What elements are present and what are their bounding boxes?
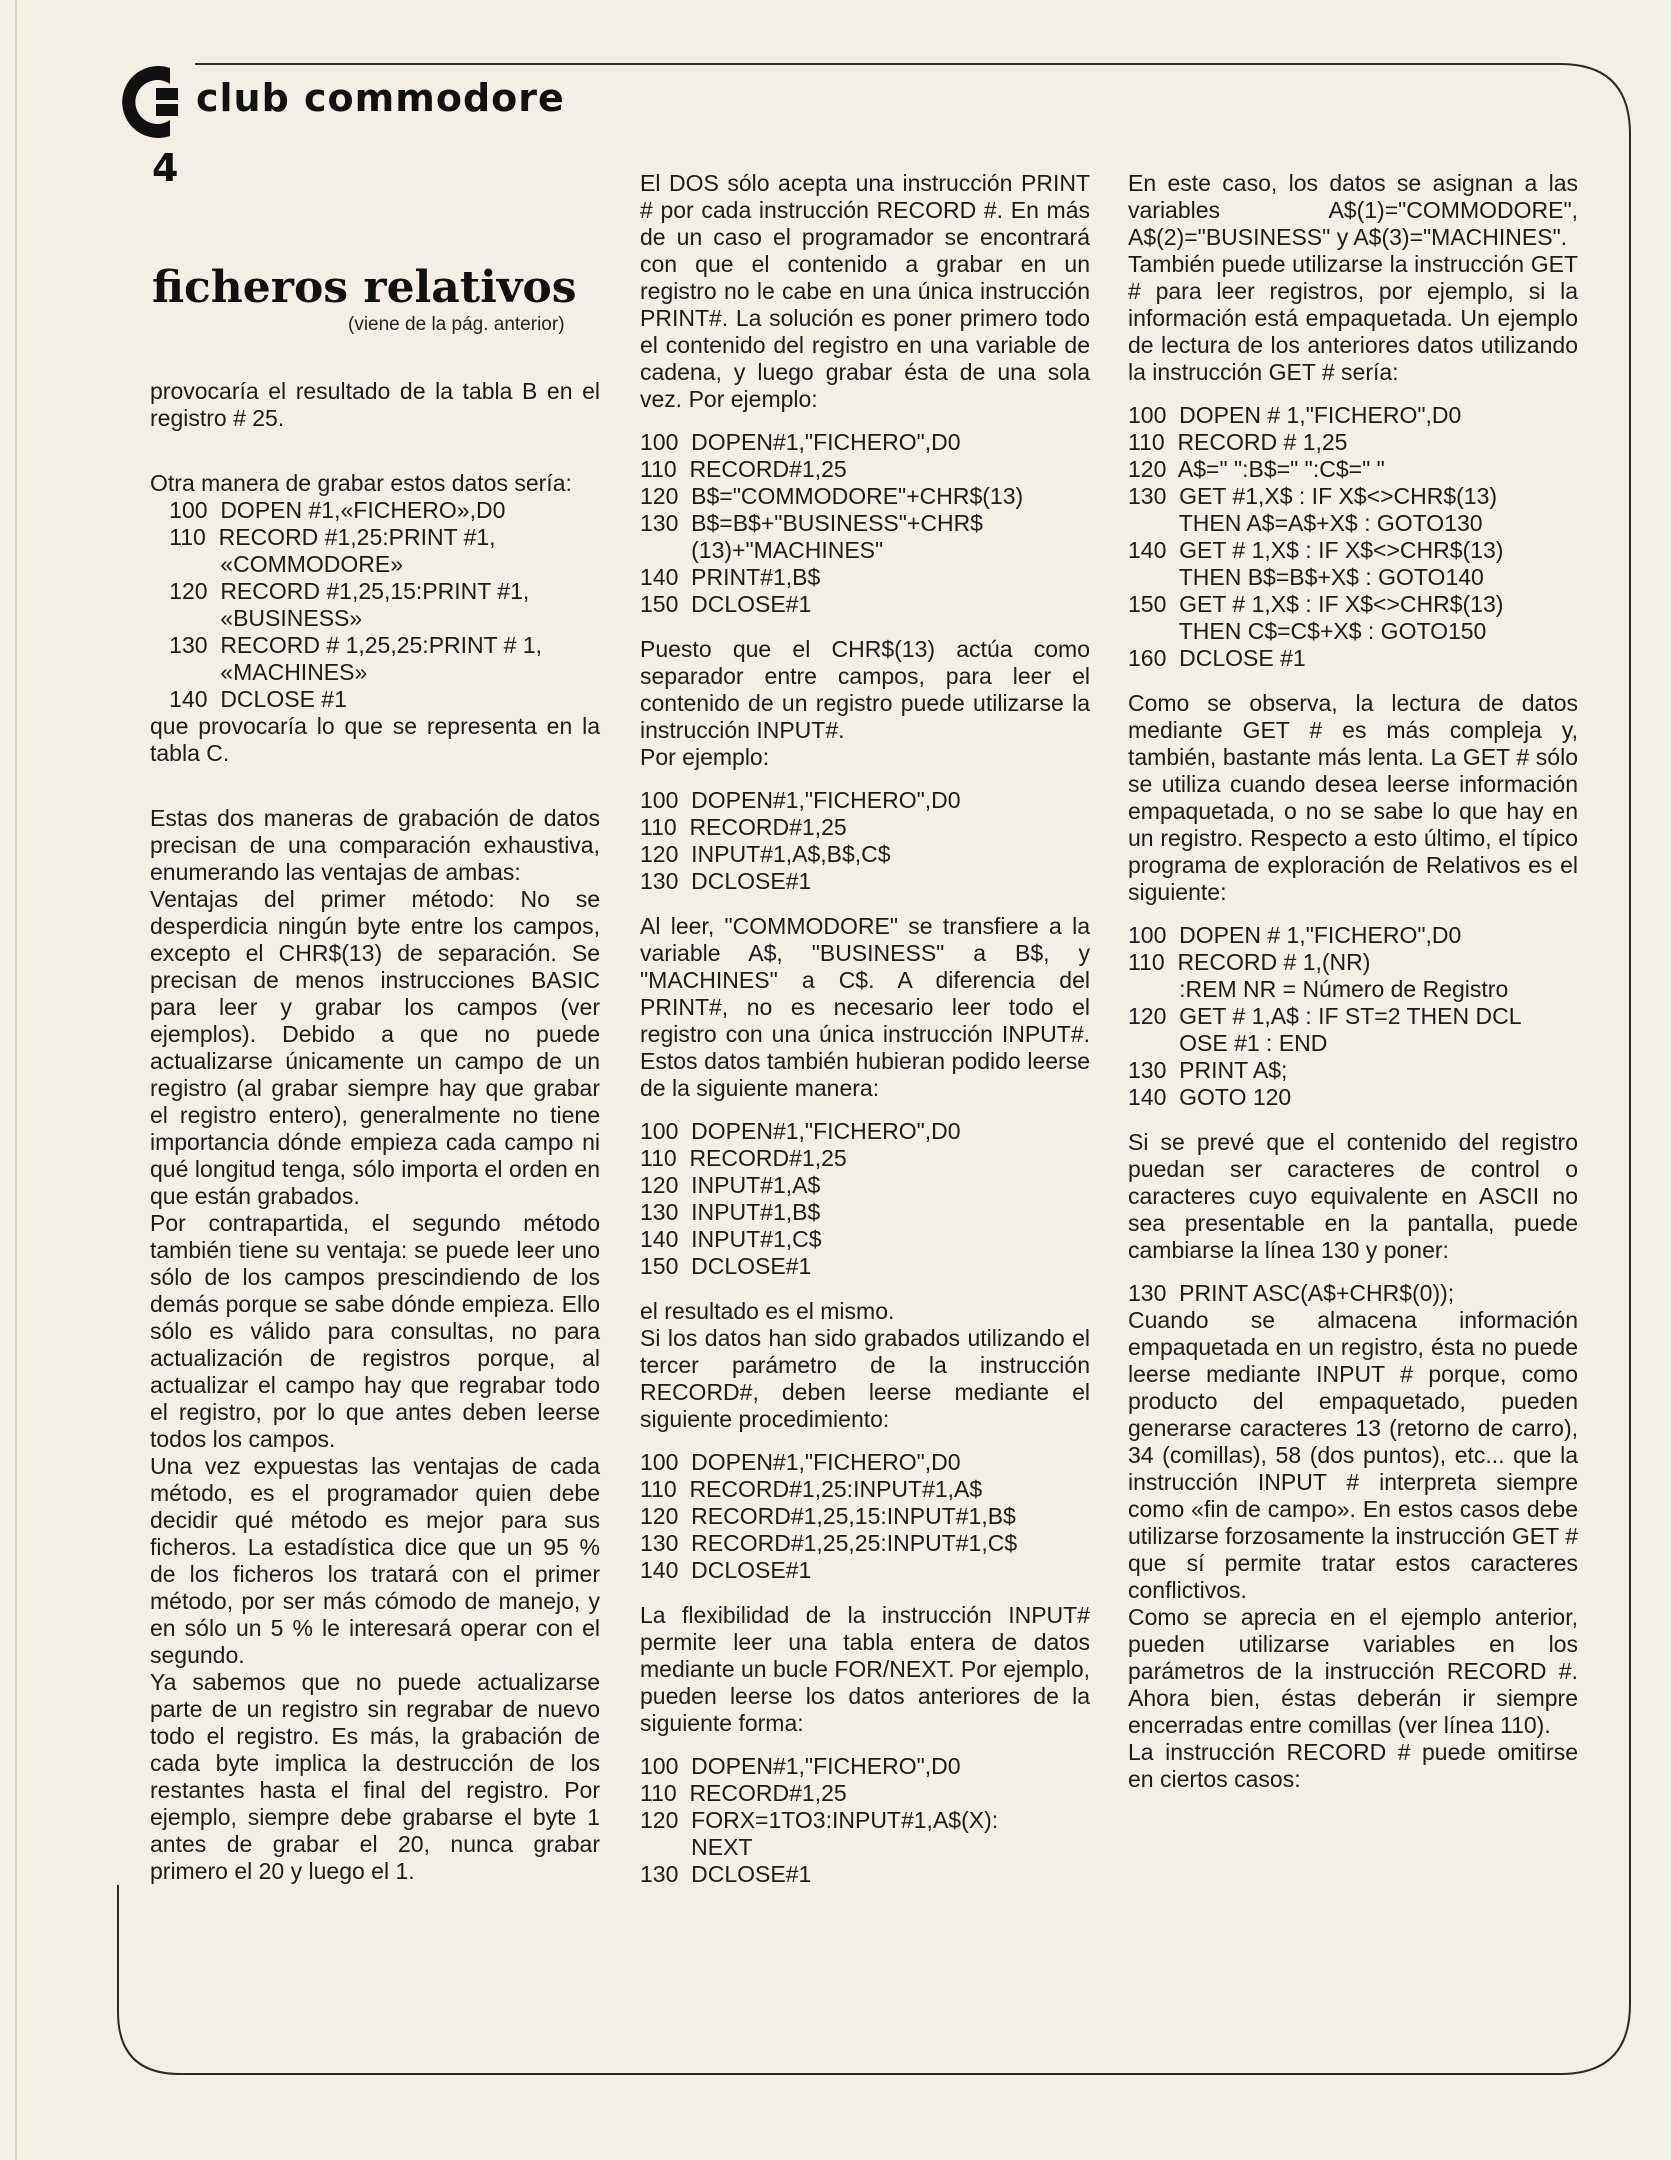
- code-line: 140 GOTO 120: [1128, 1084, 1292, 1110]
- code-line: 100 DOPEN # 1,"FICHERO",D0: [1128, 922, 1462, 948]
- paragraph: Si los datos han sido grabados utilizando el tercer parámetro de la instrucción RECORD#, deben leerse mediante el siguiente procedimiento:: [640, 1325, 1090, 1432]
- paragraph: Como se aprecia en el ejemplo anterior, pueden utilizarse variables en los parámetros de la instrucción RECORD #. Ahora bien, éstas deberán ir siempre encerradas entre comillas (ver línea 110).: [1128, 1604, 1578, 1738]
- code-line: 120 B$="COMMODORE"+CHR$(13): [640, 483, 1024, 509]
- code-line: OSE #1 : END: [1128, 1030, 1328, 1056]
- code-line: 140 PRINT#1,B$: [640, 564, 821, 590]
- code-line: 130 PRINT A$;: [1128, 1057, 1288, 1083]
- code-block: [640, 429, 1090, 618]
- code-line: 110 RECORD#1,25: [640, 1145, 847, 1171]
- code-line: 120 RECORD#1,25,15:INPUT#1,B$: [640, 1503, 1016, 1529]
- paragraph: Ventajas del primer método: No se desperdicia ningún byte entre los campos, excepto el CHR$(13) de separación. Se precisan de menos instrucciones BASIC para leer y grabar los campos (ver ejemplos). Debido a que no puede actualizarse únicamente un campo de un registro (al grabar siempre hay que grabar el registro entero), generalmente no tiene importancia dónde empieza cada campo ni qué longitud tenga, sólo importa el orden en que están grabados.: [150, 886, 600, 1209]
- code-block: [640, 787, 1090, 895]
- paragraph: Como se observa, la lectura de datos mediante GET # es más compleja y, también, bastante más lenta. La GET # sólo se utiliza cuando desea leerse información empaquetada, o no se sabe lo que hay en un registro. Respecto a esto último, el típico programa de exploración de Relativos es el siguiente:: [1128, 690, 1578, 905]
- code-block: [640, 1753, 1090, 1888]
- code-line: 110 RECORD#1,25: [640, 456, 847, 482]
- code-line: 130 DCLOSE#1: [640, 868, 812, 894]
- code-block: [1128, 1280, 1578, 1307]
- code-line: 130 PRINT ASC(A$+CHR$(0));: [1128, 1280, 1455, 1306]
- paragraph: Estas dos maneras de grabación de datos precisan de una comparación exhaustiva, enumerando las ventajas de ambas:: [150, 805, 600, 885]
- code-block: [640, 1118, 1090, 1280]
- code-line: 130 DCLOSE#1: [640, 1861, 812, 1887]
- paragraph: También puede utilizarse la instrucción GET # para leer registros, por ejemplo, si la información está empaquetada. Un ejemplo de lectura de los anteriores datos utilizando la instrucción GET # sería:: [1128, 251, 1578, 385]
- code-line: 110 RECORD#1,25: [640, 1780, 847, 1806]
- code-line: 100 DOPEN#1,"FICHERO",D0: [640, 1449, 961, 1475]
- code-line: NEXT: [640, 1834, 753, 1860]
- paragraph: el resultado es el mismo.: [640, 1298, 895, 1324]
- paragraph: que provocaría lo que se representa en la tabla C.: [150, 713, 600, 766]
- paragraph: Por contrapartida, el segundo método también tiene su ventaja: se puede leer uno sólo de los campos prescindiendo de los demás porque se sabe dónde empieza. Ello sólo es válido para consultas, no para actualización de registros porque, al actualizar el campo hay que regrabar todo el registro, por lo que antes deben leerse todos los campos.: [150, 1210, 600, 1452]
- code-block: [1128, 922, 1578, 1111]
- code-line: 140 DCLOSE#1: [640, 1557, 812, 1583]
- paragraph: Cuando se almacena información empaquetada en un registro, ésta no puede leerse mediante INPUT # porque, como producto del empaquetado, pueden generarse caracteres 13 (retorno de carro), 34 (comillas), 58 (dos puntos), etc... que la instrucción INPUT # interpreta siempre como «fin de campo». En estos casos debe utilizarse forzosamente la instrucción GET # que sí permite tratar estos caracteres conflictivos.: [1128, 1307, 1578, 1603]
- code-line: 120 GET # 1,A$ : IF ST=2 THEN DCL: [1128, 1003, 1522, 1029]
- code-line: 110 RECORD # 1,(NR): [1128, 949, 1371, 975]
- paragraph: Otra manera de grabar estos datos sería:: [150, 470, 572, 496]
- paragraph: La flexibilidad de la instrucción INPUT# permite leer una tabla entera de datos mediante un bucle FOR/NEXT. Por ejemplo, pueden leerse los datos anteriores de la siguiente forma:: [640, 1602, 1090, 1736]
- paragraph: Por ejemplo:: [640, 744, 770, 770]
- masthead: club commodore: [196, 76, 565, 120]
- code-line: 150 GET # 1,X$ : IF X$<>CHR$(13): [1128, 591, 1504, 617]
- code-line: «MACHINES»: [150, 659, 368, 685]
- code-line: 130 B$=B$+"BUSINESS"+CHR$: [640, 510, 983, 536]
- code-line: THEN C$=C$+X$ : GOTO150: [1128, 618, 1487, 644]
- column-3: [1128, 170, 1578, 1793]
- code-line: 120 INPUT#1,A$: [640, 1172, 821, 1198]
- column-2: [640, 170, 1090, 1888]
- page-number: 4: [152, 146, 179, 190]
- code-block: [150, 497, 600, 713]
- code-line: (13)+"MACHINES": [640, 537, 884, 563]
- paragraph: Si se prevé que el contenido del registro puedan ser caracteres de control o caracteres cuyo equivalente en ASCII no sea presentable en la pantalla, puede cambiarse la línea 130 y poner:: [1128, 1129, 1578, 1263]
- code-line: 100 DOPEN #1,«FICHERO»,D0: [150, 497, 506, 523]
- column-1: [150, 378, 600, 1885]
- code-line: «BUSINESS»: [150, 605, 363, 631]
- code-line: THEN A$=A$+X$ : GOTO130: [1128, 510, 1483, 536]
- code-line: 120 A$=" ":B$=" ":C$=" ": [1128, 456, 1385, 482]
- code-line: 130 INPUT#1,B$: [640, 1199, 821, 1225]
- code-line: 110 RECORD # 1,25: [1128, 429, 1348, 455]
- code-line: 150 DCLOSE#1: [640, 1253, 812, 1279]
- code-line: 110 RECORD#1,25:INPUT#1,A$: [640, 1476, 983, 1502]
- code-block: [1128, 402, 1578, 672]
- paragraph: Ya sabemos que no puede actualizarse parte de un registro sin regrabar de nuevo todo el registro. Es más, la grabación de cada byte implica la destrucción de los restantes hasta el final del registro. Por ejemplo, siempre debe grabarse el byte 1 antes de grabar el 20, nunca grabar primero el 20 y luego el 1.: [150, 1669, 600, 1884]
- code-line: 160 DCLOSE #1: [1128, 645, 1306, 671]
- code-line: 130 GET #1,X$ : IF X$<>CHR$(13): [1128, 483, 1498, 509]
- article-subtitle: (viene de la pág. anterior): [348, 314, 565, 335]
- article-title: ficheros relativos: [152, 262, 577, 313]
- code-line: 140 INPUT#1,C$: [640, 1226, 822, 1252]
- code-line: 120 RECORD #1,25,15:PRINT #1,: [150, 578, 530, 604]
- paragraph: provocaría el resultado de la tabla B en el registro # 25.: [150, 378, 600, 431]
- paragraph: Una vez expuestas las ventajas de cada método, es el programador quien debe decidir qué método es mejor para sus ficheros. La estadística dice que un 95 % de los ficheros los tratará con el primer método, por ser más cómodo de manejo, y en sólo un 5 % le interesará operar con el segundo.: [150, 1453, 600, 1668]
- code-line: 100 DOPEN#1,"FICHERO",D0: [640, 1118, 961, 1144]
- code-line: THEN B$=B$+X$ : GOTO140: [1128, 564, 1484, 590]
- code-line: :REM NR = Número de Registro: [1128, 976, 1509, 1002]
- code-line: 140 GET # 1,X$ : IF X$<>CHR$(13): [1128, 537, 1504, 563]
- code-line: 140 DCLOSE #1: [150, 686, 347, 712]
- code-line: 110 RECORD #1,25:PRINT #1,: [150, 524, 496, 550]
- code-line: 100 DOPEN#1,"FICHERO",D0: [640, 1753, 961, 1779]
- code-line: 100 DOPEN#1,"FICHERO",D0: [640, 787, 961, 813]
- code-line: «COMMODORE»: [150, 551, 404, 577]
- code-line: 130 RECORD#1,25,25:INPUT#1,C$: [640, 1530, 1018, 1556]
- paragraph: Al leer, "COMMODORE" se transfiere a la variable A$, "BUSINESS" a B$, y "MACHINES" a C$. A diferencia del PRINT#, no es necesario leer todo el registro con una única instrucción INPUT#. Estos datos también hubieran podido leerse de la siguiente manera:: [640, 913, 1090, 1101]
- paragraph: La instrucción RECORD # puede omitirse en ciertos casos:: [1128, 1739, 1578, 1792]
- code-line: 120 FORX=1TO3:INPUT#1,A$(X):: [640, 1807, 999, 1833]
- paragraph: En este caso, los datos se asignan a las variables A$(1)="COMMODORE", A$(2)="BUSINESS" y A$(3)="MACHINES".: [1128, 170, 1578, 250]
- code-line: 100 DOPEN#1,"FICHERO",D0: [640, 429, 961, 455]
- code-line: 150 DCLOSE#1: [640, 591, 812, 617]
- paragraph: El DOS sólo acepta una instrucción PRINT # por cada instrucción RECORD #. En más de un caso el programador se encontrará con que el contenido a grabar en un registro no le cabe en una única instrucción PRINT#. La solución es poner primero todo el contenido del registro en una variable de cadena, y luego grabar ésta de una sola vez. Por ejemplo:: [640, 170, 1090, 412]
- commodore-logo-icon: [118, 62, 188, 142]
- code-block: [640, 1449, 1090, 1584]
- code-line: 110 RECORD#1,25: [640, 814, 847, 840]
- code-line: 130 RECORD # 1,25,25:PRINT # 1,: [150, 632, 543, 658]
- code-line: 100 DOPEN # 1,"FICHERO",D0: [1128, 402, 1462, 428]
- code-line: 120 INPUT#1,A$,B$,C$: [640, 841, 891, 867]
- paragraph: Puesto que el CHR$(13) actúa como separador entre campos, para leer el contenido de un registro puede utilizarse la instrucción INPUT#.: [640, 636, 1090, 743]
